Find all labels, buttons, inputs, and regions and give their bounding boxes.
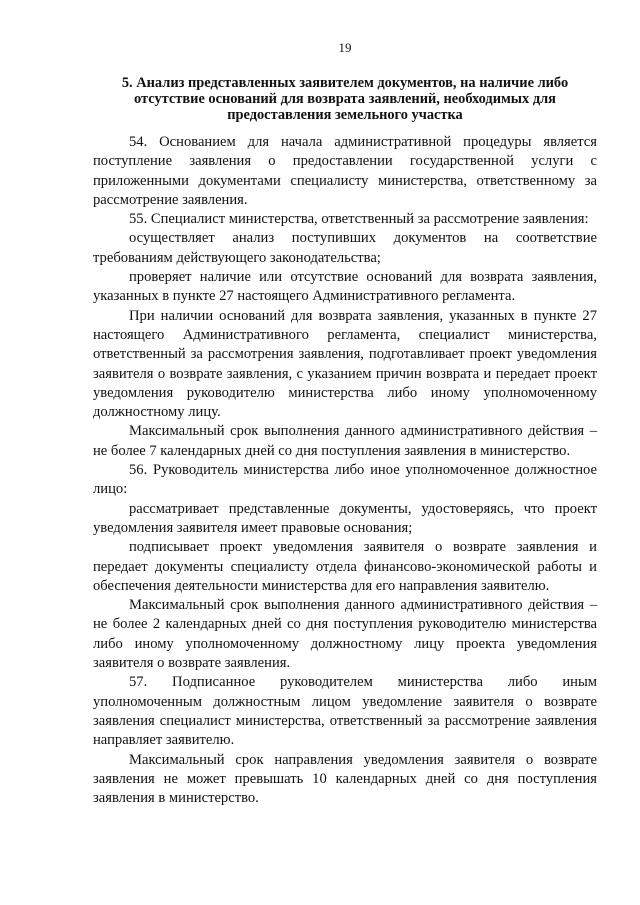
paragraph-56-item-1: рассматривает представленные документы, удостоверяясь, что проект уведомления заявителя имеет правовые основания; xyxy=(93,500,597,536)
paragraph-max-term-2-days: Максимальный срок выполнения данного административного действия – не более 2 календарных дней со дня поступления руководителю министерства либо иному уполномоченному должностному лицу проекта уведомления заявителя о возврате заявления. xyxy=(93,597,597,672)
document-page xyxy=(93,40,597,808)
paragraph-55-item-1: осуществляет анализ поступивших документов на соответствие требованиям действующего законодательства; xyxy=(93,230,597,266)
page-number: 19 xyxy=(338,40,352,55)
paragraph-55: 55. Специалист министерства, ответственный за рассмотрение заявления: xyxy=(129,211,589,228)
paragraph-55-item-2: проверяет наличие или отсутствие оснований для возврата заявления, указанных в пункте 27 настоящего Административного регламента. xyxy=(93,269,597,305)
paragraph-57: 57. Подписанное руководителем министерства либо иным уполномоченным должностным лицом уведомление заявителя о возврате заявления специалист министерства, ответственный за рассмотрение заявления направляет заявителю. xyxy=(93,674,597,749)
paragraph-54: 54. Основанием для начала административной процедуры является поступление заявления о предоставлении государственной услуги с приложенными документами специалисту министерства, ответственному за рассмотрение заявления. xyxy=(93,134,597,208)
paragraph-56-item-2: подписывает проект уведомления заявителя о возврате заявления и передает документы специалисту отдела финансово-экономической работы и обеспечения деятельности министерства для его направления заявителю. xyxy=(93,539,597,594)
paragraph-return-grounds: При наличии оснований для возврата заявления, указанных в пункте 27 настоящего Административного регламента, специалист министерства, ответственный за рассмотрения заявления, подготавливает проект уведомления заявителя о возврате заявления, с указанием причин возврата и передает проект уведомления руководителю министерства либо иному уполномоченному должностному лицу. xyxy=(93,307,597,421)
paragraph-max-term-10-days: Максимальный срок направления уведомления заявителя о возврате заявления не может превышать 10 календарных дней со дня поступления заявления в министерство. xyxy=(93,751,597,807)
paragraph-56: 56. Руководитель министерства либо иное уполномоченное должностное лицо: xyxy=(93,462,597,498)
section-heading: 5. Анализ представленных заявителем документов, на наличие либо отсутствие оснований для возврата заявлений, необходимых для предоставления земельного участка xyxy=(121,75,569,123)
paragraph-max-term-7-days: Максимальный срок выполнения данного административного действия – не более 7 календарных дней со дня поступления заявления в министерство. xyxy=(93,423,597,459)
